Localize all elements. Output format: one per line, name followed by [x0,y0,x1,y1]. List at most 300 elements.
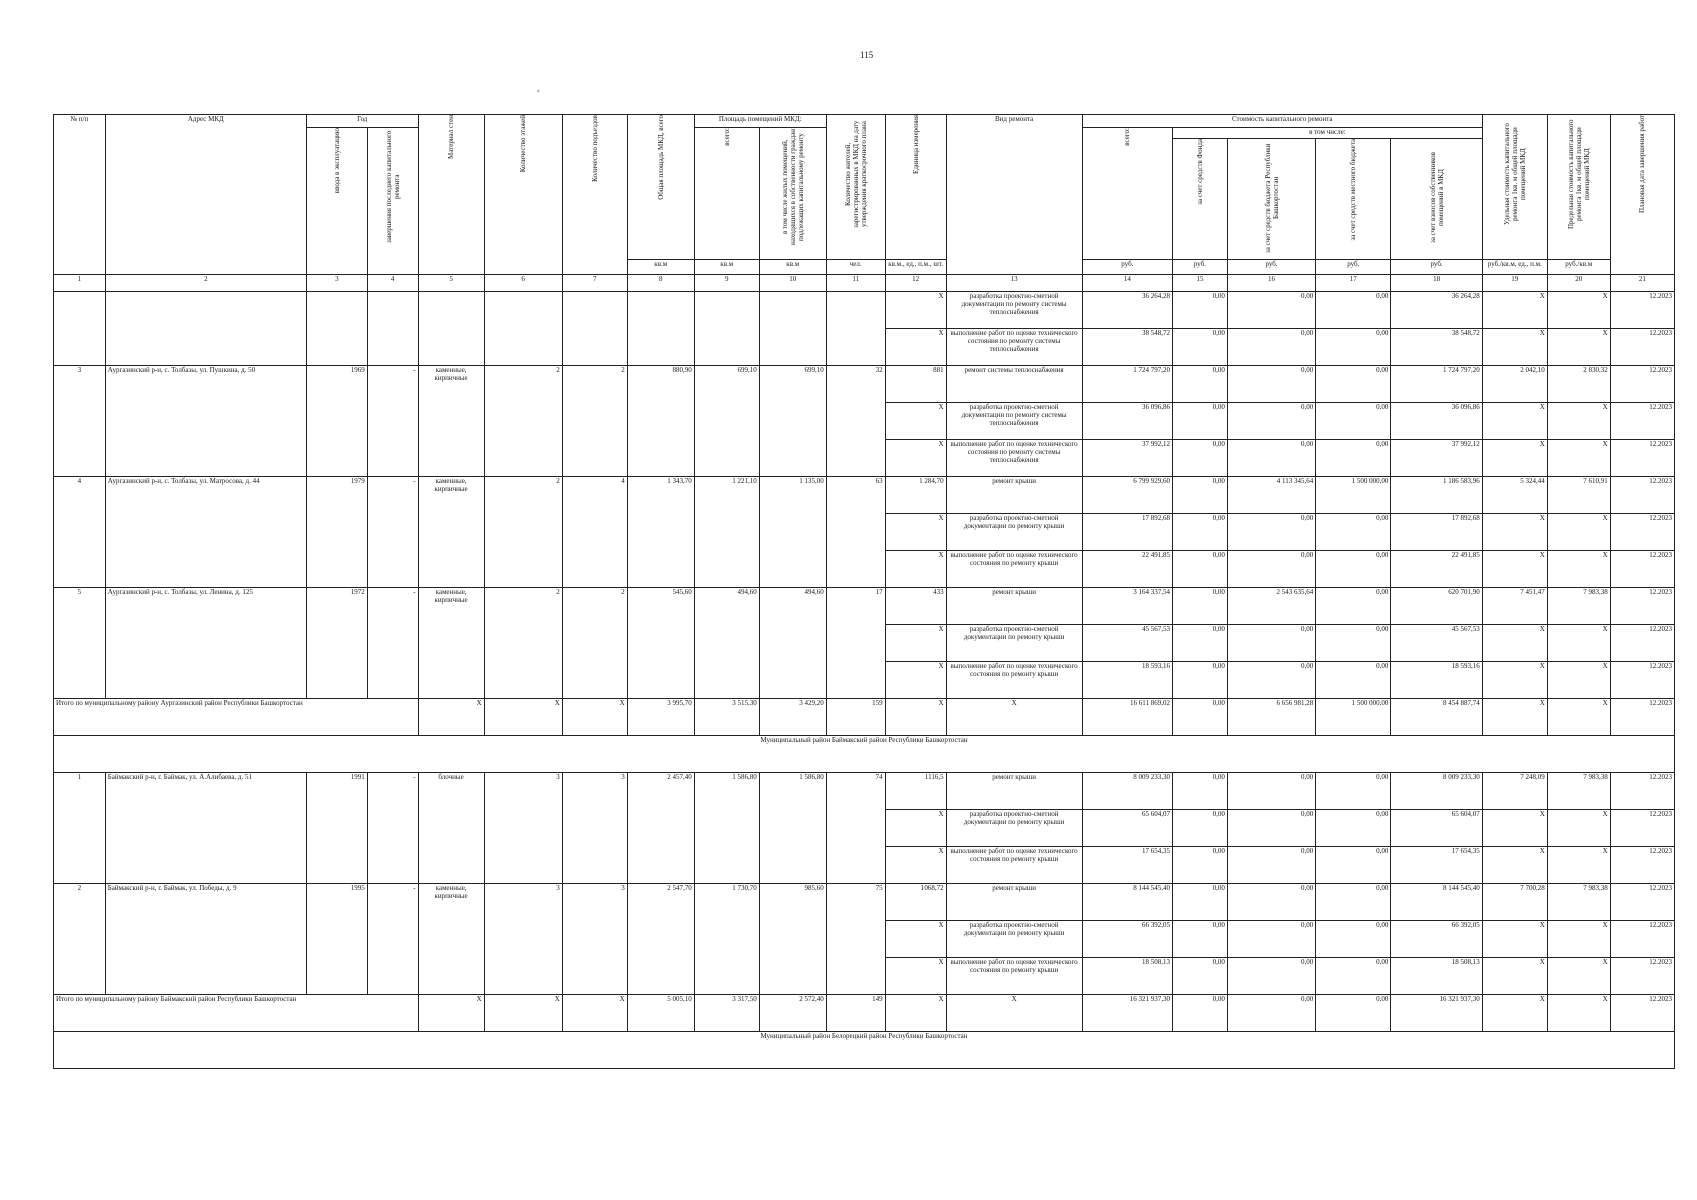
cell-fund: 0,00 [1173,884,1228,921]
cell-total: 17 654,35 [1082,847,1172,884]
cell-work: разработка проектно-сметной документации по ремонту крыши [946,625,1082,662]
cell-premises-cap: 1 586,80 [759,773,826,884]
cell-unit: 881 [885,366,946,403]
cell-year-commissioning: 1995 [306,884,367,995]
col-number: 7 [562,275,627,292]
unit-premises-total: кв.м [694,260,759,275]
cell-wall-material: каменные, кирпичные [418,588,484,699]
cell-fund: 0,00 [1173,588,1228,625]
table-row [54,1032,1675,1069]
cell-max-cost: X [1547,921,1610,958]
header-premises-group: Площадь помещений МКД: [694,115,826,128]
cell-premises-cap: 985,60 [759,884,826,995]
table-row [54,736,1675,773]
cell-total-area: 2 547,70 [627,884,694,995]
header-incl: в том числе: [1173,128,1483,139]
cell-wall-material: X [418,699,484,736]
cell-fund: 0,00 [1173,292,1228,329]
cell-empty [627,292,694,366]
cell-owners: 18 508,13 [1391,958,1482,995]
cell-fund: 0,00 [1173,958,1228,995]
cell-residents: 32 [826,366,885,477]
cell-unit: 1 284,70 [885,477,946,514]
cell-work: разработка проектно-сметной документации по ремонту системы теплоснабжения [946,292,1082,329]
cell-total: 65 604,07 [1082,810,1172,847]
cell-mark: X [885,329,946,366]
cell-rb: 0,00 [1227,366,1315,403]
cell-local: 0,00 [1316,995,1391,1032]
cell-date: 12.2023 [1610,884,1674,921]
cell-residents: 149 [826,995,885,1032]
cell-total: 16 611 869,02 [1082,699,1172,736]
cell-floors: 3 [484,773,562,884]
cell-premises-total: 3 317,50 [694,995,759,1032]
cell-local: 0,00 [1316,588,1391,625]
cell-residents: 159 [826,699,885,736]
cell-work: разработка проектно-сметной документации по ремонту системы теплоснабжения [946,403,1082,440]
header-year-last-repair: завершения последнего капитального ремонта [367,128,418,275]
cell-local: 0,00 [1316,625,1391,662]
cell-address: Аургазинский р-н, с. Толбазы, ул. Ленина, д. 125 [105,588,306,699]
cell-year-last-repair: - [367,773,418,884]
scan-mark: ⸗ [537,86,540,95]
cell-total: 38 548,72 [1082,329,1172,366]
cell-unit-cost: 5 324,44 [1482,477,1547,514]
cell-max-cost: X [1547,625,1610,662]
cell-rb: 0,00 [1227,884,1315,921]
cell-mark: X [885,625,946,662]
cell-owners: 1 186 583,96 [1391,477,1482,514]
table-row [54,773,1675,810]
cell-mark: X [885,403,946,440]
header-year-commissioning: ввода в эксплуатацию [306,128,367,275]
col-number: 10 [759,275,826,292]
cell-unit: 1116,5 [885,773,946,810]
cell-mark: X [885,921,946,958]
cell-num: 1 [54,773,106,884]
cell-floors: 3 [484,884,562,995]
cell-unit-cost: X [1482,625,1547,662]
header-entrances: Количество подъездов [562,115,627,275]
cell-max-cost: X [1547,292,1610,329]
cell-max-cost: X [1547,958,1610,995]
cell-total-area: 545,60 [627,588,694,699]
cell-wall-material: каменные, кирпичные [418,884,484,995]
cell-total: 37 992,12 [1082,440,1172,477]
cell-rb: 2 543 635,64 [1227,588,1315,625]
cell-residents: 63 [826,477,885,588]
cell-date: 12.2023 [1610,958,1674,995]
cell-unit-cost: X [1482,403,1547,440]
cell-empty [367,292,418,366]
cell-total-area: 1 343,70 [627,477,694,588]
cell-max-cost: 7 983,38 [1547,588,1610,625]
cell-premises-total: 3 515,30 [694,699,759,736]
cell-total-area: 880,90 [627,366,694,477]
cell-fund: 0,00 [1173,625,1228,662]
cell-unit-cost: X [1482,995,1547,1032]
cell-date: 12.2023 [1610,588,1674,625]
cell-local: 0,00 [1316,810,1391,847]
cell-local: 0,00 [1316,329,1391,366]
cell-max-cost: X [1547,329,1610,366]
cell-max-cost: X [1547,995,1610,1032]
cell-work: X [946,995,1082,1032]
capital-repair-table [53,114,1675,1069]
cell-wall-material: каменные, кирпичные [418,477,484,588]
cell-work: X [946,699,1082,736]
cell-date: 12.2023 [1610,773,1674,810]
col-number: 9 [694,275,759,292]
cell-address: Аургазинский р-н, с. Толбазы, ул. Матросова, д. 44 [105,477,306,588]
cell-rb: 0,00 [1227,995,1315,1032]
header-work-type: Вид ремонта [946,115,1082,275]
cell-fund: 0,00 [1173,662,1228,699]
cell-unit: 1068,72 [885,884,946,921]
cell-premises-total: 494,60 [694,588,759,699]
cell-empty [694,292,759,366]
cell-mark: X [885,662,946,699]
cell-wall-material: каменные, кирпичные [418,366,484,477]
cell-premises-total: 699,10 [694,366,759,477]
cell-owners: 38 548,72 [1391,329,1482,366]
table-row [54,477,1675,514]
col-number: 8 [627,275,694,292]
cell-fund: 0,00 [1173,699,1228,736]
header-cost-local: за счет средств местного бюджета [1316,139,1391,260]
header-cost-total: всего: [1082,128,1172,260]
cell-year-commissioning: 1979 [306,477,367,588]
header-cost-owners: за счет взносов собственников помещений в МКД [1391,139,1482,260]
cell-date: 12.2023 [1610,514,1674,551]
cell-empty [54,292,106,366]
cell-owners: 36 264,28 [1391,292,1482,329]
cell-rb: 6 656 981,28 [1227,699,1315,736]
cell-total: 8 144 545,40 [1082,884,1172,921]
col-number: 4 [367,275,418,292]
cell-entrances: 3 [562,884,627,995]
col-number: 3 [306,275,367,292]
cell-owners: 16 321 937,30 [1391,995,1482,1032]
cell-num: 5 [54,588,106,699]
cell-unit-cost: 7 451,47 [1482,588,1547,625]
cell-max-cost: 7 610,91 [1547,477,1610,514]
table-body [54,292,1675,1069]
cell-owners: 8 009 233,30 [1391,773,1482,810]
unit-total-area: кв.м [627,260,694,275]
cell-max-cost: X [1547,440,1610,477]
header-cost-group: Стоимость капитального ремонта [1082,115,1482,128]
cell-fund: 0,00 [1173,514,1228,551]
cell-max-cost: X [1547,699,1610,736]
cell-work: ремонт крыши [946,588,1082,625]
cell-year-last-repair: - [367,588,418,699]
cell-work: ремонт системы теплоснабжения [946,366,1082,403]
section-heading: Муниципальный район Баймакский район Республики Башкортостан [54,736,1675,773]
header-unit: Единица измерения [885,115,946,260]
cell-local: 0,00 [1316,366,1391,403]
unit-cost-local: руб. [1316,260,1391,275]
table-row [54,995,1675,1032]
col-number: 15 [1173,275,1228,292]
cell-total: 22 491,85 [1082,551,1172,588]
unit-unit: кв.м., ед., п.м., шт. [885,260,946,275]
table-header [54,115,1675,292]
cell-floors: 2 [484,366,562,477]
cell-date: 12.2023 [1610,699,1674,736]
cell-local: 0,00 [1316,403,1391,440]
cell-date: 12.2023 [1610,625,1674,662]
col-number: 19 [1482,275,1547,292]
cell-fund: 0,00 [1173,366,1228,403]
cell-mark: X [885,551,946,588]
cell-rb: 0,00 [1227,958,1315,995]
cell-premises-cap: 699,10 [759,366,826,477]
cell-local: 1 500 000,00 [1316,699,1391,736]
cell-wall-material: блочные [418,773,484,884]
cell-total: 36 096,86 [1082,403,1172,440]
cell-residents: 74 [826,773,885,884]
header-wall-material: Материал стен [418,115,484,275]
cell-fund: 0,00 [1173,403,1228,440]
cell-empty [759,292,826,366]
cell-max-cost: X [1547,662,1610,699]
cell-unit-cost: X [1482,847,1547,884]
cell-empty [484,292,562,366]
cell-empty [562,292,627,366]
cell-unit-cost: X [1482,329,1547,366]
cell-total: 17 892,68 [1082,514,1172,551]
cell-entrances: 2 [562,588,627,699]
header-unit-cost: Удельная стоимость капитального ремонта 1кв. м общей площади помещений МКД [1482,115,1547,260]
cell-total: 1 724 797,20 [1082,366,1172,403]
header-cost-rb: за счет средств бюджета Республики Башкортостан [1227,139,1315,260]
cell-num: 2 [54,884,106,995]
cell-unit-cost: X [1482,662,1547,699]
cell-total: 66 392,05 [1082,921,1172,958]
cell-year-commissioning: 1969 [306,366,367,477]
cell-num: 3 [54,366,106,477]
cell-unit-cost: X [1482,514,1547,551]
cell-work: выполнение работ по оценке технического состояния по ремонту крыши [946,551,1082,588]
page-number: 115 [860,50,874,60]
cell-wall-material: X [418,995,484,1032]
cell-date: 12.2023 [1610,921,1674,958]
cell-year-last-repair: - [367,477,418,588]
cell-total-area: 5 005,10 [627,995,694,1032]
cell-max-cost: X [1547,514,1610,551]
cell-floors: 2 [484,477,562,588]
cell-empty [826,292,885,366]
cell-rb: 0,00 [1227,292,1315,329]
header-max-cost: Предельная стоимость капитального ремонта 1кв. м общей площади помещений МКД [1547,115,1610,260]
unit-unit-cost: руб./кв.м, ед., п.м. [1482,260,1547,275]
cell-mark: X [885,514,946,551]
cell-fund: 0,00 [1173,773,1228,810]
header-year-group: Год [306,115,418,128]
cell-local: 0,00 [1316,292,1391,329]
cell-mark: X [885,440,946,477]
cell-total: 18 508,13 [1082,958,1172,995]
unit-residents: чел. [826,260,885,275]
cell-local: 0,00 [1316,773,1391,810]
col-number: 14 [1082,275,1172,292]
cell-entrances: 3 [562,773,627,884]
cell-owners: 66 392,05 [1391,921,1482,958]
col-number: 2 [105,275,306,292]
cell-local: 0,00 [1316,514,1391,551]
cell-year-commissioning: 1991 [306,773,367,884]
cell-year-commissioning: 1972 [306,588,367,699]
cell-rb: 0,00 [1227,625,1315,662]
cell-rb: 0,00 [1227,773,1315,810]
column-number-row [54,275,1675,292]
cell-entrances: 2 [562,366,627,477]
cell-entrances: X [562,699,627,736]
cell-mark: X [885,292,946,329]
cell-owners: 620 701,90 [1391,588,1482,625]
cell-work: ремонт крыши [946,477,1082,514]
cell-work: разработка проектно-сметной документации по ремонту крыши [946,514,1082,551]
cell-date: 12.2023 [1610,329,1674,366]
cell-max-cost: X [1547,403,1610,440]
cell-owners: 37 992,12 [1391,440,1482,477]
cell-total: 16 321 937,30 [1082,995,1172,1032]
cell-max-cost: 7 983,38 [1547,884,1610,921]
cell-fund: 0,00 [1173,810,1228,847]
col-number: 12 [885,275,946,292]
cell-unit: X [885,699,946,736]
cell-year-last-repair: - [367,366,418,477]
col-number: 18 [1391,275,1482,292]
cell-date: 12.2023 [1610,847,1674,884]
header-premises-total: всего: [694,128,759,260]
cell-local: 0,00 [1316,551,1391,588]
cell-mark: X [885,847,946,884]
cell-unit-cost: X [1482,810,1547,847]
unit-cost-total: руб. [1082,260,1172,275]
cell-owners: 8 454 887,74 [1391,699,1482,736]
cell-owners: 8 144 545,40 [1391,884,1482,921]
cell-max-cost: X [1547,551,1610,588]
cell-fund: 0,00 [1173,440,1228,477]
col-number: 6 [484,275,562,292]
header-floors: Количество этажей [484,115,562,275]
col-number: 11 [826,275,885,292]
cell-total-area: 2 457,40 [627,773,694,884]
cell-total: 36 264,28 [1082,292,1172,329]
cell-date: 12.2023 [1610,403,1674,440]
cell-work: ремонт крыши [946,884,1082,921]
cell-rb: 0,00 [1227,847,1315,884]
header-deadline: Плановая дата завершения работ [1610,115,1674,275]
cell-fund: 0,00 [1173,477,1228,514]
cell-premises-total: 1 586,80 [694,773,759,884]
header-premises-cap: в том числе жилых помещений, находящихся в собственности граждан подлежащих капитальному ремонту [759,128,826,260]
cell-rb: 0,00 [1227,329,1315,366]
cell-residents: 75 [826,884,885,995]
col-number: 13 [946,275,1082,292]
cell-mark: X [885,810,946,847]
cell-rb: 0,00 [1227,440,1315,477]
col-number: 1 [54,275,106,292]
cell-unit-cost: 7 248,09 [1482,773,1547,810]
cell-local: 1 500 000,00 [1316,477,1391,514]
col-number: 16 [1227,275,1315,292]
cell-total: 45 567,53 [1082,625,1172,662]
cell-unit-cost: X [1482,551,1547,588]
cell-num: 4 [54,477,106,588]
cell-work: выполнение работ по оценке технического состояния по ремонту крыши [946,662,1082,699]
cell-fund: 0,00 [1173,329,1228,366]
col-number: 20 [1547,275,1610,292]
table-row [54,366,1675,403]
cell-local: 0,00 [1316,662,1391,699]
cell-rb: 0,00 [1227,514,1315,551]
cell-rb: 0,00 [1227,662,1315,699]
cell-entrances: 4 [562,477,627,588]
cell-owners: 45 567,53 [1391,625,1482,662]
cell-date: 12.2023 [1610,440,1674,477]
unit-cost-owners: руб. [1391,260,1482,275]
cell-date: 12.2023 [1610,810,1674,847]
cell-work: выполнение работ по оценке технического состояния по ремонту крыши [946,847,1082,884]
cell-work: выполнение работ по оценке технического состояния по ремонту системы теплоснабжения [946,440,1082,477]
col-number: 5 [418,275,484,292]
header-num: № п/п [54,115,106,275]
cell-premises-cap: 2 572,40 [759,995,826,1032]
cell-local: 0,00 [1316,884,1391,921]
cell-fund: 0,00 [1173,847,1228,884]
cell-mark: X [885,958,946,995]
cell-max-cost: 7 983,38 [1547,773,1610,810]
cell-total: 18 593,16 [1082,662,1172,699]
cell-date: 12.2023 [1610,662,1674,699]
cell-max-cost: X [1547,847,1610,884]
cell-local: 0,00 [1316,847,1391,884]
cell-work: выполнение работ по оценке технического состояния по ремонту крыши [946,958,1082,995]
cell-floors: X [484,995,562,1032]
cell-date: 12.2023 [1610,366,1674,403]
cell-max-cost: 2 830,32 [1547,366,1610,403]
table-row [54,699,1675,736]
header-cost-fund: за счет средств Фонда [1173,139,1228,260]
cell-owners: 17 654,35 [1391,847,1482,884]
cell-entrances: X [562,995,627,1032]
cell-rb: 0,00 [1227,810,1315,847]
cell-total: 3 164 337,54 [1082,588,1172,625]
cell-rb: 0,00 [1227,403,1315,440]
header-address: Адрес МКД [105,115,306,275]
cell-floors: X [484,699,562,736]
cell-unit-cost: X [1482,958,1547,995]
cell-unit-cost: 2 042,10 [1482,366,1547,403]
cell-work: разработка проектно-сметной документации по ремонту крыши [946,810,1082,847]
cell-premises-total: 1 730,70 [694,884,759,995]
cell-date: 12.2023 [1610,551,1674,588]
cell-date: 12.2023 [1610,477,1674,514]
cell-max-cost: X [1547,810,1610,847]
cell-owners: 65 604,07 [1391,810,1482,847]
cell-fund: 0,00 [1173,551,1228,588]
cell-owners: 1 724 797,20 [1391,366,1482,403]
cell-date: 12.2023 [1610,995,1674,1032]
cell-owners: 22 491,85 [1391,551,1482,588]
cell-premises-cap: 494,60 [759,588,826,699]
cell-work: ремонт крыши [946,773,1082,810]
cell-rb: 4 113 345,64 [1227,477,1315,514]
cell-owners: 18 593,16 [1391,662,1482,699]
